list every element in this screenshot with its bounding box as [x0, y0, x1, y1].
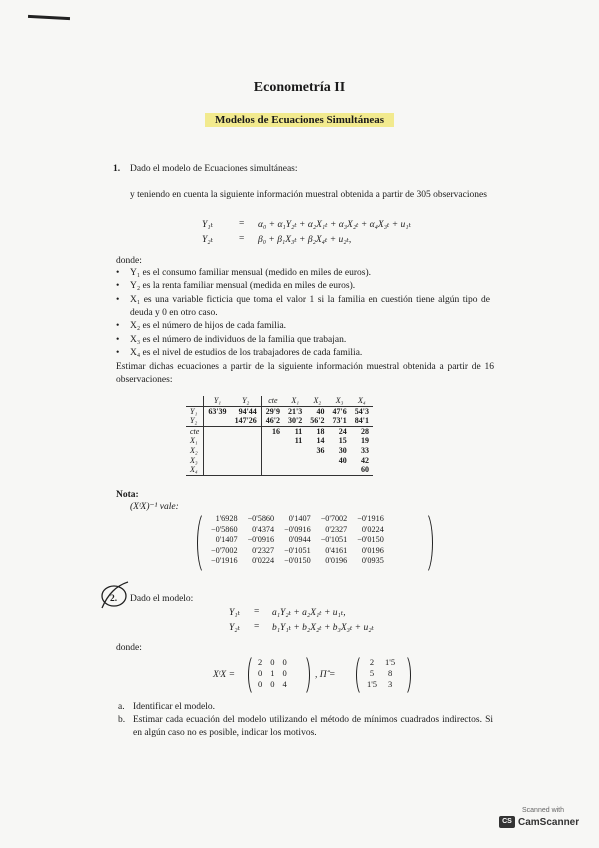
eq1-rhs: α₀ + α₁Y₂ₜ + α₂X₁ₜ + α₃X₂ₜ + α₄X₃ₜ + u₁ₜ: [258, 220, 411, 230]
bullet-item: • Y₂ es la renta familiar mensual (medida en miles de euros).: [116, 281, 356, 291]
table-row: cte 16 11 18 24 28: [186, 426, 373, 436]
table-header: X₄: [351, 396, 373, 406]
xtx-matrix: 2 0 0 0 1 0 0 0 4: [258, 657, 287, 689]
table-row: Y₂ 147'26 46'2 30'2 56'2 73'1 84'1: [186, 416, 373, 426]
eq1-sign: =: [239, 219, 245, 229]
table-row: X₄ 60: [186, 465, 373, 475]
nota-label: Nota:: [116, 490, 139, 500]
table-header: cte: [261, 396, 284, 406]
item-a-text: Identificar el modelo.: [133, 702, 216, 712]
inverse-label: (XᵗX)⁻¹ vale:: [130, 502, 179, 512]
camscanner-brand: CamScanner: [518, 816, 580, 828]
donde-label-2: donde:: [116, 643, 142, 653]
exercise-2-intro: Dado el modelo:: [130, 594, 194, 604]
pi-label: , Π̂ =: [315, 670, 336, 680]
pi-matrix: 2 1'5 5 8 1'5 3: [367, 657, 396, 689]
pi-right-paren: [398, 654, 411, 696]
table-header: X₃: [329, 396, 351, 406]
ex2-eq1-rhs: a₁Y₂ₜ + a₂X₁ₜ + u₁ₜ,: [272, 608, 346, 618]
ex2-eq2-sign: =: [254, 622, 260, 632]
eq1-lhs: Y₁ₜ: [202, 220, 213, 230]
table-row: Y₁ 63'39 94'44 29'9 21'3 40 47'6 54'3: [186, 406, 373, 416]
table-row: X₃ 40 42: [186, 456, 373, 466]
xtx-label: XᵗX =: [213, 670, 235, 680]
table-row: X₂ 36 30 33: [186, 446, 373, 456]
item-a-letter: a.: [118, 702, 125, 712]
bullet-item: • X₄ es el nivel de estudios de los trabajadores de cada familia.: [116, 348, 363, 358]
eq2-lhs: Y₂ₜ: [202, 235, 213, 245]
item-b-letter: b.: [118, 715, 126, 725]
xtx-right-paren: [297, 654, 310, 696]
estimar-paragraph: Estimar dichas ecuaciones a partir de la siguiente información muestral obtenida a partir de 16 observaciones:: [116, 362, 494, 385]
table-row: X₁ 11 14 15 19: [186, 436, 373, 446]
exercise-1-intro: Dado el modelo de Ecuaciones simultáneas:: [130, 164, 298, 174]
table-header: Y₂: [231, 396, 262, 406]
scanned-with-label: Scanned with: [521, 807, 565, 814]
page-title: Econometría II: [253, 80, 346, 95]
ex2-eq1-sign: =: [254, 607, 260, 617]
table-header: X₂: [306, 396, 328, 406]
exercise-1-number: 1.: [113, 164, 121, 174]
camscanner-logo-icon: CS: [499, 816, 515, 828]
bullet-item: • X₁ es una variable ficticia que toma el valor 1 si la familia en cuestión tiene algún tipo de deuda y 0 en otro caso.: [116, 295, 490, 318]
eq2-sign: =: [239, 234, 245, 244]
bullet-item: • X₃ es el número de individuos de la familia que trabajan.: [116, 335, 347, 345]
bullet-item: • Y₁ es el consumo familiar mensual (medido en miles de euros).: [116, 268, 372, 278]
item-b-text: Estimar cada ecuación del modelo utilizando el método de mínimos cuadrados indirectos. Si en algún caso no es posible, indicar los motivos.: [133, 715, 493, 738]
inverse-matrix: 1'6928 −0'5860 0'1407 −0'7002 −0'1916 −0'5860 0'4374 −0'0916 0'2327 0'0224 0'1407 −0'0916 0'0944 −0'1051 −0'0150 −0'7002 0'2327 −0'1051 0'4161 0'0196 −0'1916 0'0224 −0'0150 0'0196 0'0935: [211, 514, 384, 566]
right-paren: [416, 511, 433, 575]
donde-label-1: donde:: [116, 256, 142, 266]
exercise-1-paragraph: y teniendo en cuenta la siguiente información muestral obtenida a partir de 305 observaciones: [130, 190, 487, 200]
table-header: [186, 396, 204, 406]
camscanner-stamp: [499, 807, 587, 828]
pen-mark: [28, 15, 70, 20]
data-table: [186, 396, 373, 476]
ex2-eq2-lhs: Y₂ₜ: [229, 623, 240, 633]
table-header: X₁: [284, 396, 306, 406]
table-header: Y₁: [204, 396, 231, 406]
bullet-item: • X₂ es el número de hijos de cada familia.: [116, 321, 287, 331]
ex2-eq2-rhs: b₁Y₁ₜ + b₂X₂ₜ + b₃X₃ₜ + u₂ₜ: [272, 623, 374, 633]
eq2-rhs: β₀ + β₁X₃ₜ + β₂X₄ₜ + u₂ₜ,: [258, 235, 352, 245]
exercise-2-number: 2.: [110, 594, 118, 604]
ex2-eq1-lhs: Y₁ₜ: [229, 608, 240, 618]
page-subtitle: Modelos de Ecuaciones Simultáneas: [205, 113, 394, 127]
